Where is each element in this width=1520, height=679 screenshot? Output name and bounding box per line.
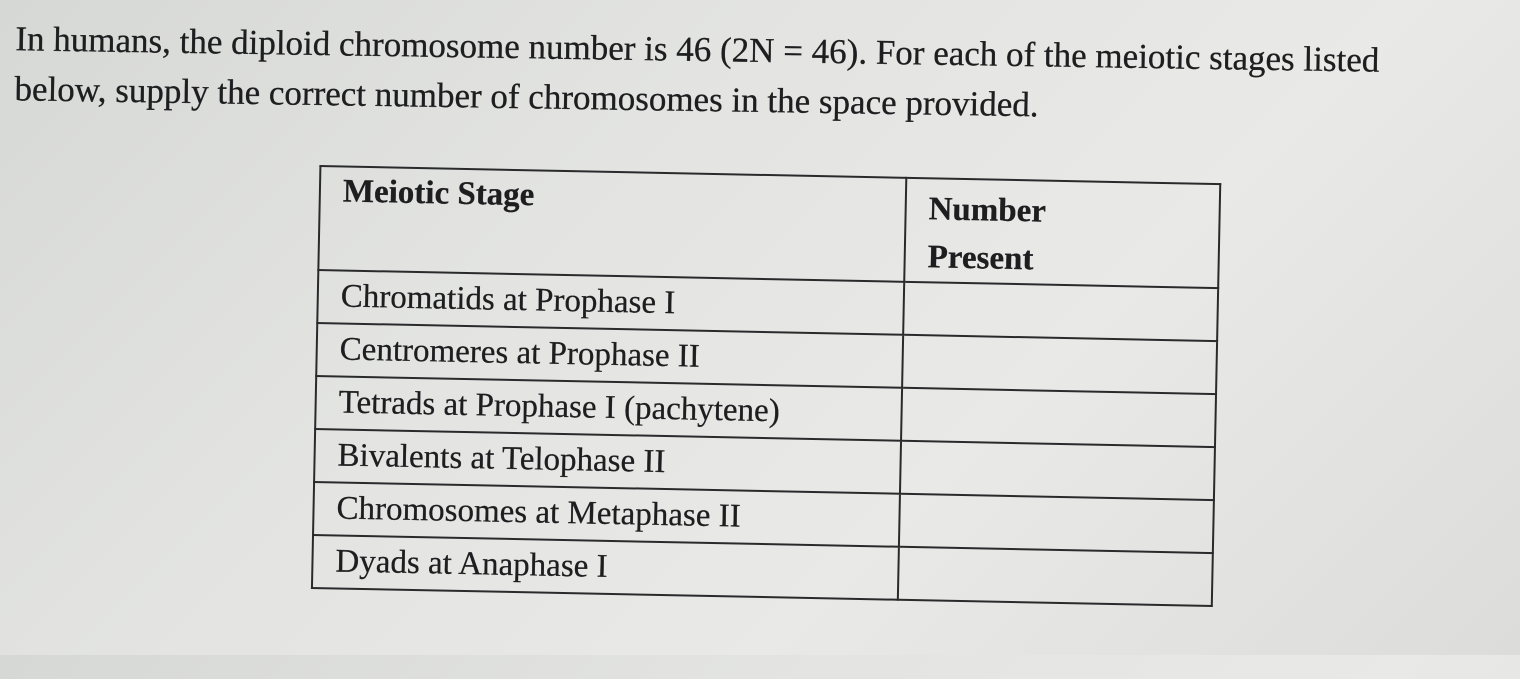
stage-cell: Dyads at Anaphase I — [312, 535, 899, 600]
stage-cell: Chromatids at Prophase I — [317, 270, 904, 335]
question-prompt — [14, 14, 1520, 138]
stage-cell: Tetrads at Prophase I (pachytene) — [315, 376, 902, 441]
meiotic-stages-table — [311, 165, 1221, 607]
number-answer-cell[interactable] — [898, 547, 1213, 606]
stage-cell: Chromosomes at Metaphase II — [313, 482, 900, 547]
stage-cell: Bivalents at Telophase II — [314, 429, 901, 494]
header-number-line-1: Number — [928, 191, 1047, 230]
header-number-line-2: Present — [927, 239, 1034, 278]
stage-cell: Centromeres at Prophase II — [316, 323, 903, 388]
number-answer-cell[interactable] — [900, 441, 1215, 500]
number-answer-cell[interactable] — [899, 494, 1214, 553]
table-header-row — [318, 166, 1220, 288]
question-line-2: below, supply the correct number of chromosomes in the space provided. — [14, 69, 1039, 125]
number-answer-cell[interactable] — [903, 282, 1218, 341]
header-meiotic-stage: Meiotic Stage — [318, 166, 906, 282]
number-answer-cell[interactable] — [901, 388, 1216, 447]
question-line-1: In humans, the diploid chromosome number is 46 (2N = 46). For each of the meiotic stages listed — [15, 19, 1380, 80]
number-answer-cell[interactable] — [902, 335, 1217, 394]
header-number-present — [904, 178, 1220, 288]
